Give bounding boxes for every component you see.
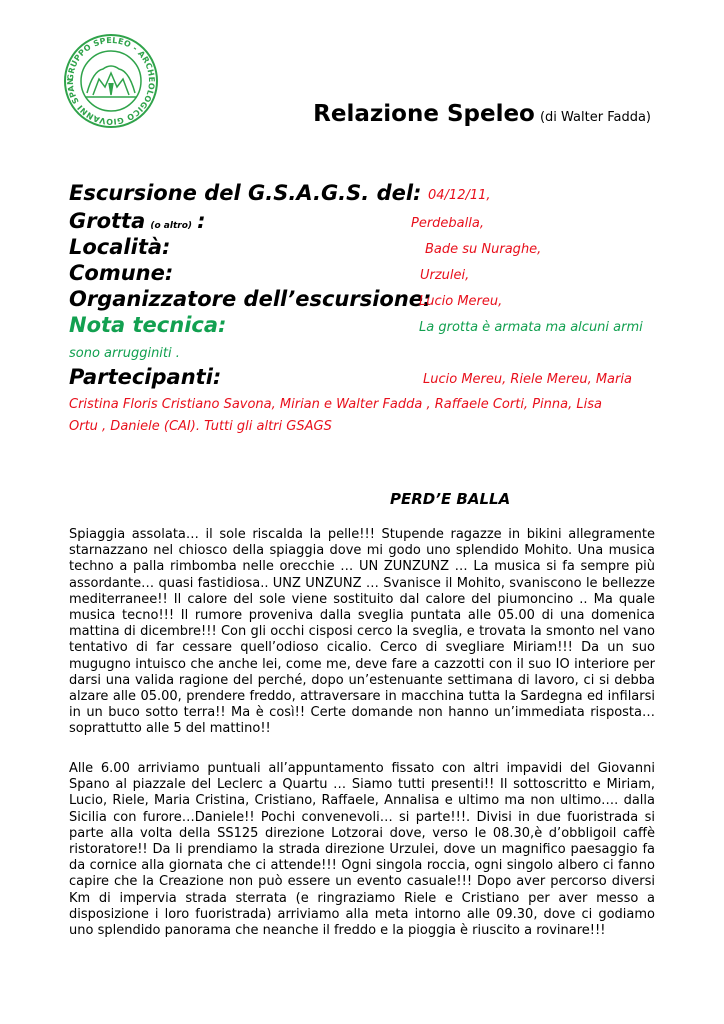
- article-heading: PERD’E BALLA: [390, 490, 511, 508]
- nota-value-cont: sono arrugginiti .: [69, 346, 180, 361]
- organizzatore-value: Lucio Mereu,: [419, 294, 503, 309]
- title-author: (di Walter Fadda): [539, 110, 651, 125]
- comune-label: Comune:: [69, 261, 174, 285]
- localita-value: Bade su Nuraghe,: [425, 242, 542, 257]
- field-grotta: [69, 209, 206, 233]
- field-localita: [69, 235, 170, 259]
- field-nota: [69, 313, 226, 337]
- club-logo-graphic: [63, 33, 159, 129]
- article-paragraph-1: Spiaggia assolata… il sole riscalda la pelle!!! Stupende ragazze in bikini allegramente starnazzano nel chiosco della spiaggia dove mi godo uno splendido Mohito. Una musica techno a palla rimbomba nelle orecchie … UN ZUNZUNZ … La musica si fa sempre più assordante… quasi fastidiosa.. UNZ UNZUNZ … Svanisce il Mohito, svaniscono le bellezze mediterranee!! Il calore del sole viene sostituito dal calore del piumoncino .. Ma quale musica tecno!!! Il rumore proveniva dalla sveglia puntata alle 05.00 di una domenica mattina di dicembre!!! Con gli occhi cisposi cerco la sveglia, e trovata la smonto nel vano tentativo di far cessare quell’odioso cicalio. Cerco di svegliare Miriam!!! Da un suo mugugno intuisco che anche lei, come me, deve fare a cazzotti con il suo IO interiore per darsi una valida ragione del perché, dopo un’estenuante settimana di lavoro, ci si debba alzare alle 05.00, prendere freddo, attraversare in macchina tutta la Sardegna ed infilarsi in un buco sotto terra!! Ma è così!! Certe domande non hanno un’immediata risposta… soprattutto alle 5 del mattino!!: [69, 527, 655, 737]
- grotta-colon: :: [197, 209, 206, 233]
- cave-icon: [85, 66, 137, 97]
- partecipanti-line2: Cristina Floris Cristiano Savona, Mirian e Walter Fadda , Raffaele Corti, Pinna, Lisa: [69, 397, 602, 412]
- report-title: [313, 101, 651, 127]
- partecipanti-value: Lucio Mereu, Riele Mereu, Maria: [423, 372, 632, 387]
- field-partecipanti: [69, 365, 221, 389]
- title-main: Relazione Speleo: [313, 101, 535, 127]
- club-logo: [63, 33, 159, 129]
- field-comune: [69, 261, 173, 285]
- escursione-value: 04/12/11,: [428, 188, 491, 203]
- grotta-value: Perdeballa,: [411, 216, 484, 231]
- localita-label: Località:: [69, 235, 171, 259]
- comune-value: Urzulei,: [420, 268, 470, 283]
- partecipanti-label: Partecipanti:: [69, 365, 222, 389]
- field-organizzatore: [69, 287, 431, 311]
- nota-label: Nota tecnica:: [69, 313, 227, 337]
- partecipanti-line3: Ortu , Daniele (CAI). Tutti gli altri GSAGS: [69, 419, 332, 434]
- escursione-label: Escursione del G.S.A.G.S. del:: [69, 181, 422, 205]
- organizzatore-label: Organizzatore dell’escursione:: [69, 287, 432, 311]
- grotta-label: Grotta: [69, 209, 146, 233]
- field-escursione: [69, 181, 421, 205]
- nota-value: La grotta è armata ma alcuni armi: [419, 320, 643, 335]
- logo-text: GRUPPO SPELEO - ARCHEOLOGICO GIOVANNI SPAN: [65, 35, 157, 127]
- article-paragraph-2: Alle 6.00 arriviamo puntuali all’appuntamento fissato con altri impavidi del Giovanni Spano al piazzale del Leclerc a Quartu … Siamo tutti presenti!! Il sottoscritto e Miriam, Lucio, Riele, Maria Cristina, Cristiano, Raffaele, Annalisa e ultimo ma non ultimo…. dalla Sicilia con furore…Daniele!! Pochi convenevoli… si parte!!!. Divisi in due fuoristrada si parte alla volta della SS125 direzione Lotzorai dove, verso le 08.30,è d’obbligoil caffè ristoratore!! Da li prendiamo la strada direzione Urzulei, dove un magnifico paesaggio fa da cornice alla giornata che ci attende!!! Ogni singola roccia, ogni singolo albero ci fanno capire che la Creazione non può essere un evento casuale!!! Dopo aver percorso diversi Km di impervia strada sterrata (e ringraziamo Riele e Cristiano per aver messo a disposizione i loro fuoristrada) arriviamo alla meta intorno alle 09.30, dove ci godiamo uno splendido panorama che neanche il freddo e la pioggia è riuscito a rovinare!!!: [69, 761, 655, 939]
- grotta-note: (o altro): [150, 221, 192, 231]
